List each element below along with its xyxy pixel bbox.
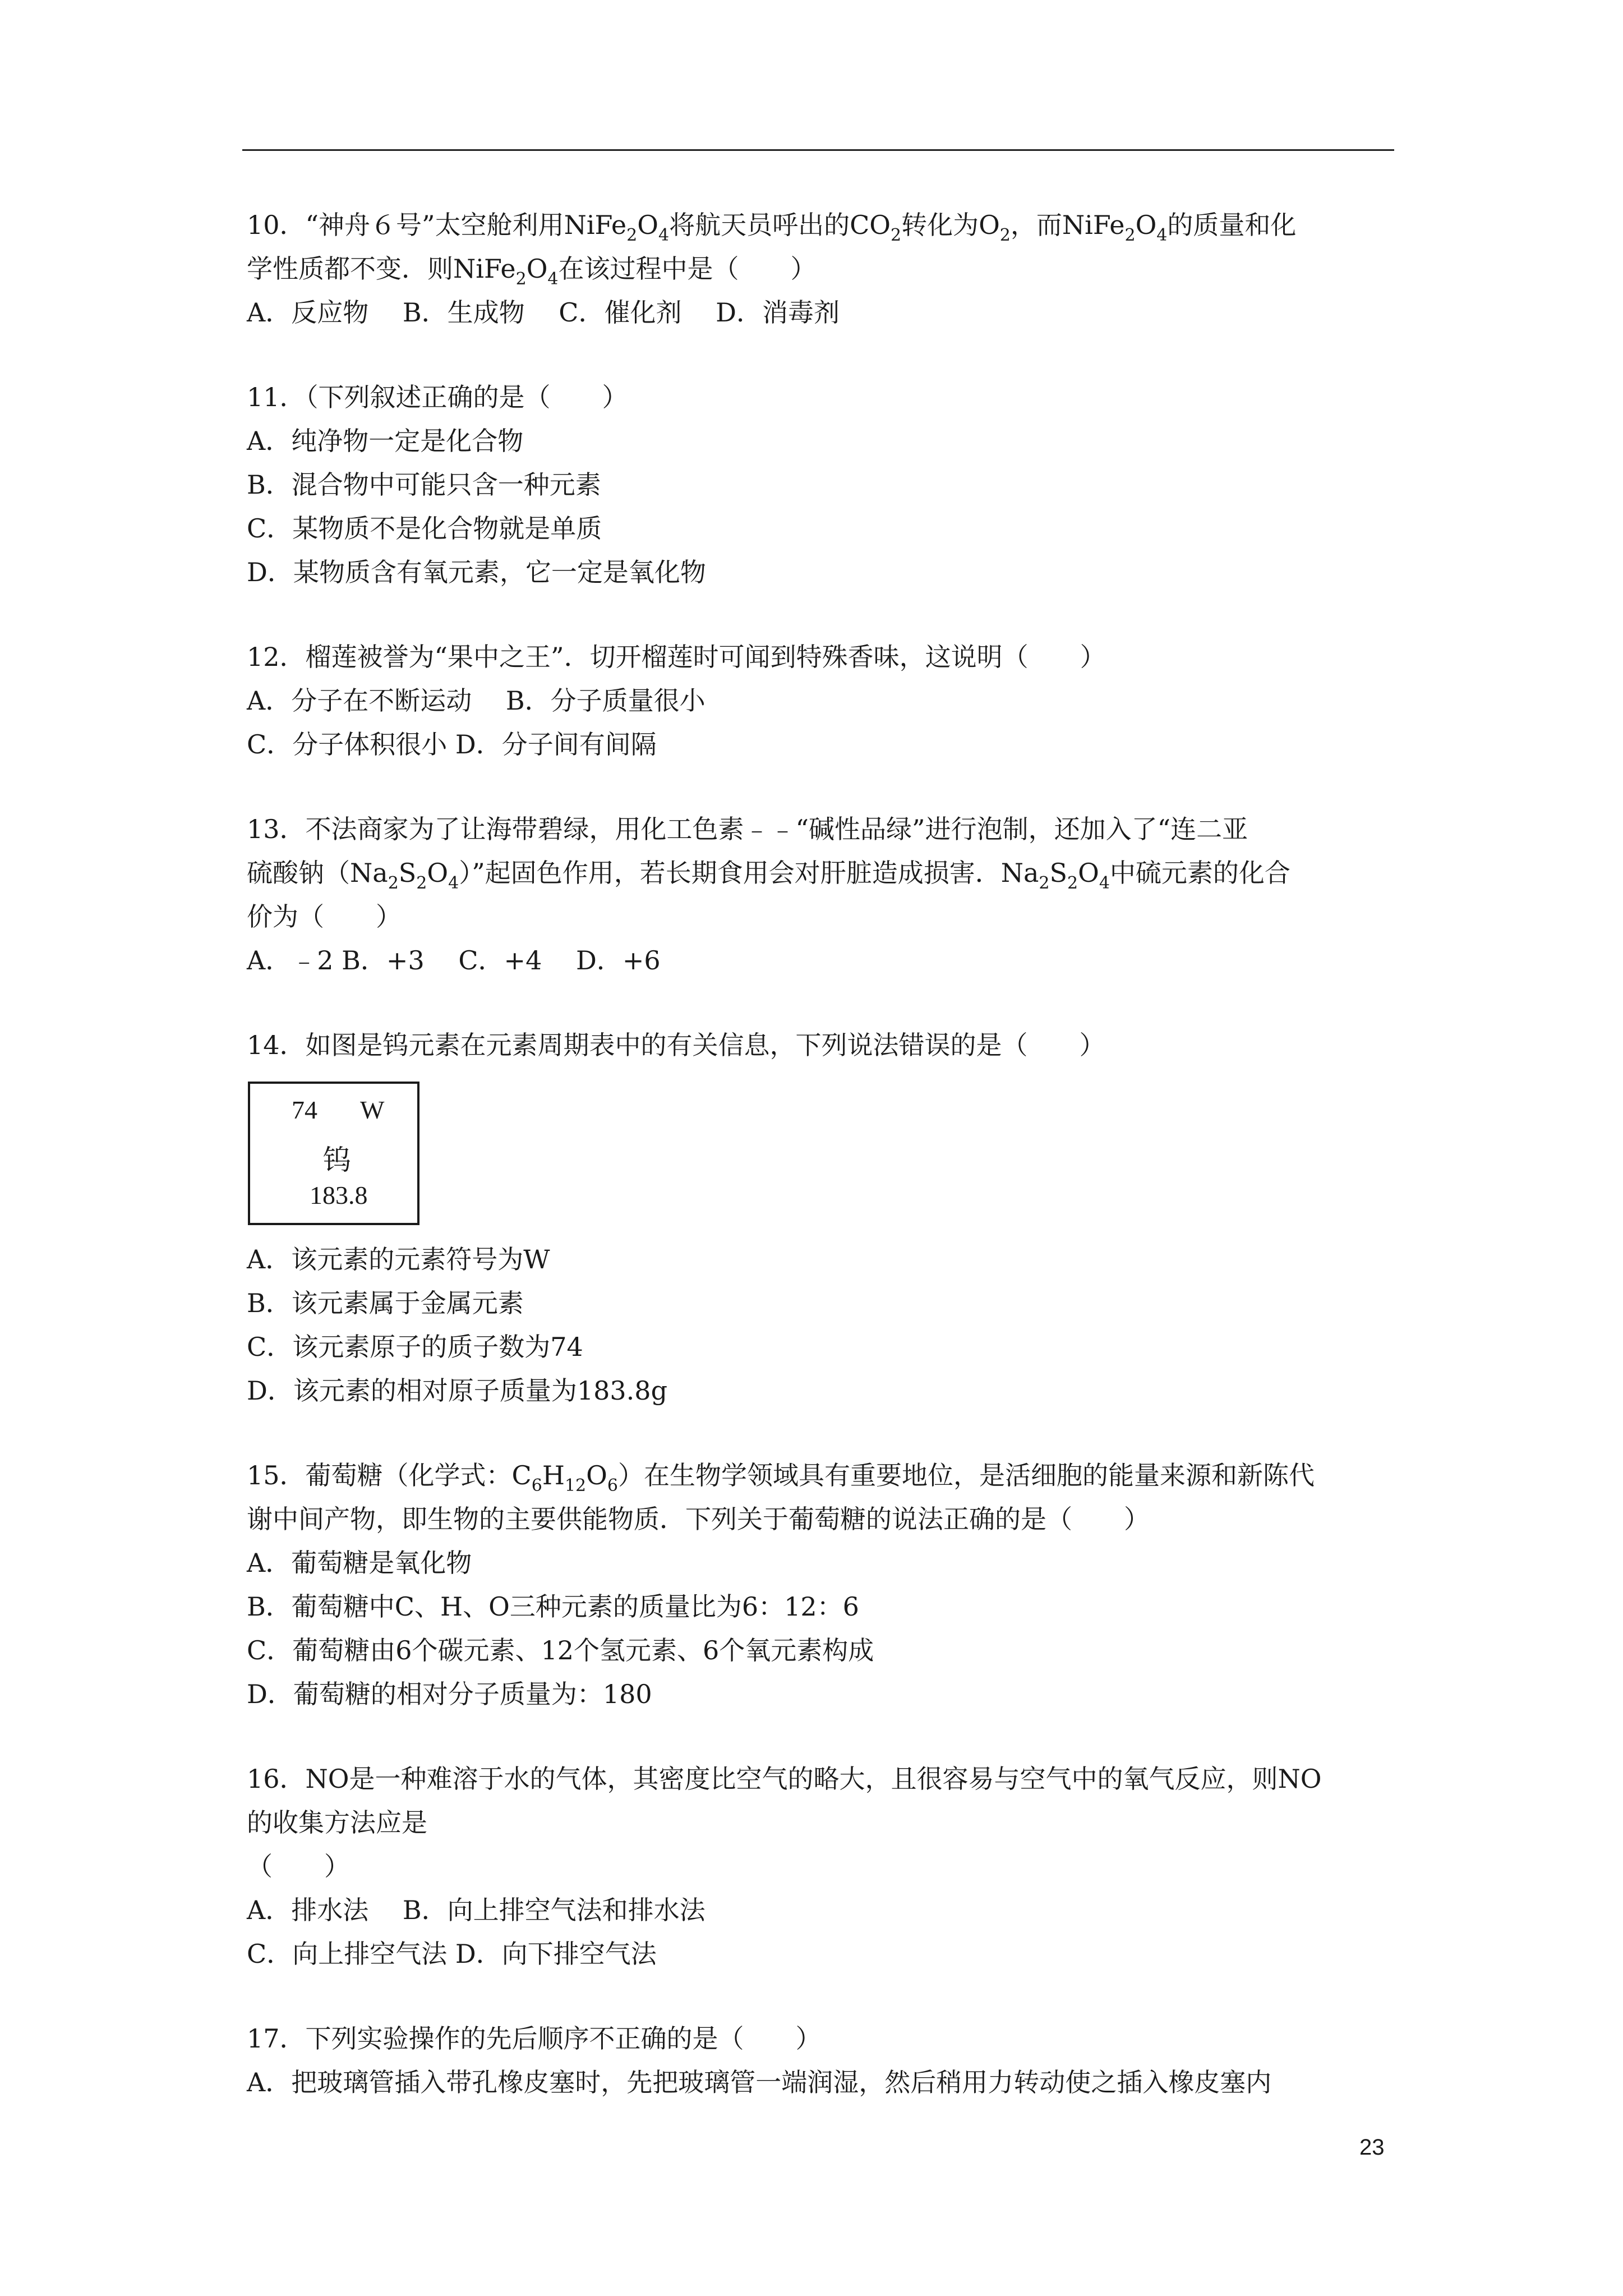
page-number: 23 xyxy=(1359,2135,1385,2160)
element-name: 钨 xyxy=(323,1144,351,1176)
question-16-stem-line-3: （ ） xyxy=(247,1851,350,1881)
element-tile-figure xyxy=(248,1082,419,1225)
atomic-number: 74 xyxy=(292,1096,317,1124)
question-15-option-c: C．葡萄糖由6个碳元素、12个氢元素、6个氧元素构成 xyxy=(247,1635,874,1665)
question-14-option-a: A．该元素的元素符号为W xyxy=(247,1244,550,1274)
question-13 xyxy=(247,807,1396,982)
question-17-stem: 17．下列实验操作的先后顺序不正确的是（ ） xyxy=(247,2023,822,2054)
question-13-options: A．﹣2 B．+3 C．+4 D．+6 xyxy=(247,945,661,976)
question-13-stem-line-1: 13．不法商家为了让海带碧绿，用化工色素﹣﹣“碱性品绿”进行泡制，还加入了“连二亚 xyxy=(247,814,1248,844)
question-15-option-a: A．葡萄糖是氧化物 xyxy=(247,1548,472,1578)
element-symbol: W xyxy=(360,1096,385,1124)
question-10-options: A．反应物 B．生成物 C．催化剂 D．消毒剂 xyxy=(247,297,840,328)
question-14-stem: 14．如图是钨元素在元素周期表中的有关信息，下列说法错误的是（ ） xyxy=(247,1030,1105,1060)
question-17 xyxy=(247,2017,1396,2104)
question-12-stem: 12．榴莲被誉为“果中之王”．切开榴莲时可闻到特殊香味，这说明（ ） xyxy=(247,642,1106,672)
question-16 xyxy=(247,1757,1396,1976)
question-10-stem-line-2: 学性质都不变．则$NiFe_2O_4$在该过程中是（ ） xyxy=(247,254,817,289)
question-14-option-c: C．该元素原子的质子数为74 xyxy=(247,1332,583,1362)
question-15 xyxy=(247,1453,1396,1716)
question-15-option-b: B．葡萄糖中C、H、O三种元素的质量比为6：12：6 xyxy=(247,1591,859,1622)
atomic-mass: 183.8 xyxy=(310,1181,368,1209)
question-15-option-d: D．葡萄糖的相对分子质量为：180 xyxy=(247,1679,652,1709)
question-content xyxy=(247,203,1396,2104)
question-16-stem-line-1: 16．NO是一种难溶于水的气体，其密度比空气的略大，且很容易与空气中的氧气反应，则NO xyxy=(247,1764,1322,1794)
question-11-stem: 11．（下列叙述正确的是（ ） xyxy=(247,382,628,412)
question-11-option-c: C．某物质不是化合物就是单质 xyxy=(247,513,602,544)
question-11-option-a: A．纯净物一定是化合物 xyxy=(247,426,524,456)
question-12-options-ab: A．分子在不断运动 B．分子质量很小 xyxy=(247,685,706,716)
question-13-stem-line-3: 价为（ ） xyxy=(247,901,402,932)
question-11-option-b: B．混合物中可能只含一种元素 xyxy=(247,470,601,500)
question-11 xyxy=(247,375,1396,594)
question-11-option-d: D．某物质含有氧元素，它一定是氧化物 xyxy=(247,557,706,587)
question-16-stem-line-2: 的收集方法应是 xyxy=(247,1807,427,1838)
question-12 xyxy=(247,635,1396,766)
header-rule xyxy=(242,149,1394,151)
question-10 xyxy=(247,203,1396,334)
question-14-option-d: D．该元素的相对原子质量为183.8g xyxy=(247,1375,668,1406)
question-15-stem-line-1: 15．葡萄糖（化学式：$C_6H_{12}O_6$）在生物学领域具有重要地位，是活细胞的能量来源和新陈代 xyxy=(247,1460,1315,1496)
question-14-option-b: B．该元素属于金属元素 xyxy=(247,1288,524,1318)
question-17-option-a: A．把玻璃管插入带孔橡皮塞时，先把玻璃管一端润湿，然后稍用力转动使之插入橡皮塞内 xyxy=(247,2067,1272,2097)
question-13-stem-line-2: 硫酸钠$(Na_2S_2O_4)$”起固色作用，若长期食用会对肝脏造成损害．$Na_2S_2O_4$中硫元素的化合 xyxy=(247,858,1290,893)
question-16-options-cd: C．向上排空气法 D．向下排空气法 xyxy=(247,1939,657,1969)
question-16-options-ab: A．排水法 B．向上排空气法和排水法 xyxy=(247,1895,706,1925)
question-14 xyxy=(247,1023,1396,1412)
question-10-stem-line-1: 10．“神舟６号”太空舱利用$NiFe_2O_4$将航天员呼出的$CO_2$转化为$O_2$，而$NiFe_2O_4$的质量和化 xyxy=(247,210,1297,245)
question-12-options-cd: C．分子体积很小 D．分子间有间隔 xyxy=(247,729,657,760)
question-15-stem-line-2: 谢中间产物，即生物的主要供能物质．下列关于葡萄糖的说法正确的是（ ） xyxy=(247,1504,1150,1534)
